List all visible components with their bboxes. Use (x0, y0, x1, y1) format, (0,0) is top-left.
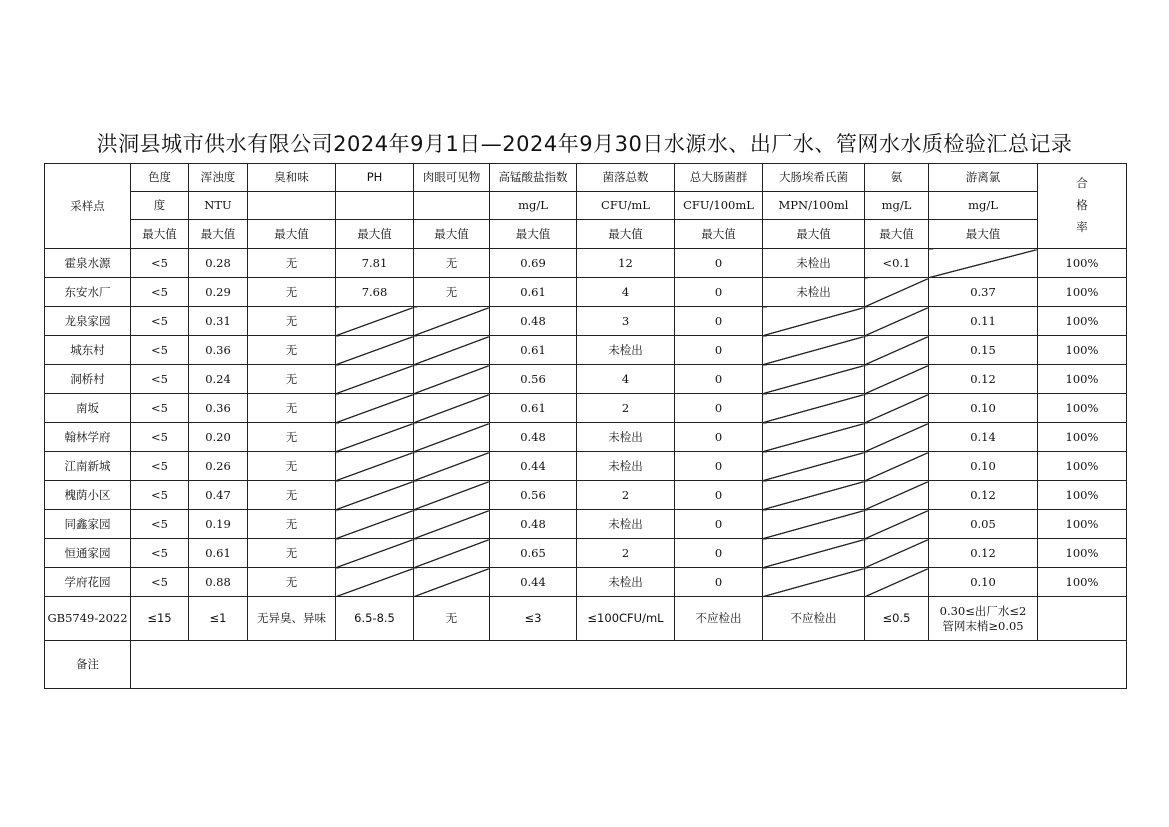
value-cell: 0.65 (490, 539, 577, 568)
slash-cell (414, 539, 490, 568)
value-cell: 0.36 (189, 336, 248, 365)
header-col-unit: 度 (131, 192, 189, 220)
slash-cell (763, 510, 865, 539)
slash-cell (763, 365, 865, 394)
sample-site-cell: 洞桥村 (45, 365, 131, 394)
sample-site-cell: 恒通家园 (45, 539, 131, 568)
header-col-name: 浑浊度 (189, 164, 248, 192)
value-cell: 7.68 (336, 278, 414, 307)
value-cell: 0.61 (490, 394, 577, 423)
qualified-rate-cell: 100% (1038, 423, 1127, 452)
header-col-unit: CFU/mL (577, 192, 675, 220)
standard-value-cell: 不应检出 (675, 597, 763, 641)
slash-cell (865, 510, 929, 539)
slash-cell (336, 307, 414, 336)
header-col-name: 高锰酸盐指数 (490, 164, 577, 192)
header-qualified-rate (1038, 164, 1127, 249)
value-cell: 未检出 (577, 452, 675, 481)
slash-cell (763, 423, 865, 452)
value-cell: <5 (131, 336, 189, 365)
remarks-content (131, 641, 1127, 689)
value-cell: 0.28 (189, 249, 248, 278)
value-cell: 无 (248, 336, 336, 365)
value-cell: 4 (577, 365, 675, 394)
value-cell: 无 (248, 307, 336, 336)
slash-cell (336, 481, 414, 510)
value-cell: 0.48 (490, 423, 577, 452)
value-cell: <5 (131, 249, 189, 278)
qualified-rate-char: 格 (1076, 198, 1088, 213)
value-cell: 3 (577, 307, 675, 336)
value-cell: 12 (577, 249, 675, 278)
slash-cell (414, 568, 490, 597)
value-cell: 无 (414, 278, 490, 307)
value-cell: 0.48 (490, 510, 577, 539)
value-cell: 0.10 (929, 568, 1038, 597)
value-cell: 2 (577, 481, 675, 510)
value-cell: 无 (248, 278, 336, 307)
qualified-rate-cell: 100% (1038, 249, 1127, 278)
qualified-rate-cell: 100% (1038, 568, 1127, 597)
value-cell: 无 (248, 394, 336, 423)
value-cell: 0 (675, 249, 763, 278)
slash-cell (763, 336, 865, 365)
slash-cell (929, 249, 1038, 278)
value-cell: <5 (131, 539, 189, 568)
table-row (45, 539, 1127, 568)
value-cell: 2 (577, 394, 675, 423)
standard-value-cell: 无异臭、异味 (248, 597, 336, 641)
value-cell: 0 (675, 452, 763, 481)
slash-cell (865, 394, 929, 423)
value-cell: 0.56 (490, 365, 577, 394)
standard-row (45, 597, 1127, 641)
value-cell: 0.37 (929, 278, 1038, 307)
value-cell: 0 (675, 481, 763, 510)
slash-cell (865, 452, 929, 481)
qualified-rate-char: 合 (1076, 176, 1088, 191)
sample-site-cell: 龙泉家园 (45, 307, 131, 336)
slash-cell (865, 539, 929, 568)
value-cell: 无 (248, 249, 336, 278)
standard-value-cell: ≤0.5 (865, 597, 929, 641)
value-cell: 0 (675, 568, 763, 597)
value-cell: 0.61 (490, 278, 577, 307)
slash-cell (336, 394, 414, 423)
value-cell: <5 (131, 394, 189, 423)
sample-site-cell: 城东村 (45, 336, 131, 365)
value-cell: <5 (131, 365, 189, 394)
slash-cell (763, 481, 865, 510)
header-col-name: 肉眼可见物 (414, 164, 490, 192)
water-quality-table (44, 163, 1127, 689)
header-col-name: PH (336, 164, 414, 192)
value-cell: 0.44 (490, 452, 577, 481)
value-cell: 0.29 (189, 278, 248, 307)
value-cell: <0.1 (865, 249, 929, 278)
qualified-rate-cell: 100% (1038, 452, 1127, 481)
value-cell: 0.26 (189, 452, 248, 481)
table-row (45, 452, 1127, 481)
value-cell: 无 (414, 249, 490, 278)
slash-cell (763, 452, 865, 481)
header-col-stat: 最大值 (189, 220, 248, 249)
slash-cell (336, 336, 414, 365)
table-row (45, 249, 1127, 278)
header-col-stat: 最大值 (577, 220, 675, 249)
header-row-name (45, 164, 1127, 192)
table-row (45, 336, 1127, 365)
sample-site-cell: 翰林学府 (45, 423, 131, 452)
value-cell: 0 (675, 510, 763, 539)
value-cell: 0.69 (490, 249, 577, 278)
value-cell: 0 (675, 423, 763, 452)
header-col-unit: CFU/100mL (675, 192, 763, 220)
header-col-stat: 最大值 (131, 220, 189, 249)
sample-site-cell: 槐荫小区 (45, 481, 131, 510)
slash-cell (763, 394, 865, 423)
value-cell: 0.88 (189, 568, 248, 597)
value-cell: 0.12 (929, 365, 1038, 394)
qualified-rate-cell: 100% (1038, 278, 1127, 307)
value-cell: 未检出 (763, 249, 865, 278)
slash-cell (763, 539, 865, 568)
value-cell: 0.15 (929, 336, 1038, 365)
header-col-name: 色度 (131, 164, 189, 192)
header-col-unit: mg/L (490, 192, 577, 220)
value-cell: 0.05 (929, 510, 1038, 539)
slash-cell (336, 568, 414, 597)
value-cell: 7.81 (336, 249, 414, 278)
value-cell: <5 (131, 510, 189, 539)
value-cell: 未检出 (577, 568, 675, 597)
table-row (45, 307, 1127, 336)
header-col-stat: 最大值 (490, 220, 577, 249)
header-col-stat: 最大值 (763, 220, 865, 249)
slash-cell (336, 510, 414, 539)
value-cell: 无 (248, 481, 336, 510)
standard-value-cell: 不应检出 (763, 597, 865, 641)
value-cell: 0.19 (189, 510, 248, 539)
standard-value-cell: ≤100CFU/mL (577, 597, 675, 641)
value-cell: 未检出 (577, 510, 675, 539)
standard-line: 0.30≤出厂水≤2 (939, 604, 1027, 619)
standard-rate-empty (1038, 597, 1127, 641)
value-cell: 0.61 (490, 336, 577, 365)
value-cell: 0.12 (929, 539, 1038, 568)
value-cell: 0.11 (929, 307, 1038, 336)
slash-cell (414, 394, 490, 423)
header-col-stat: 最大值 (865, 220, 929, 249)
slash-cell (336, 452, 414, 481)
value-cell: <5 (131, 423, 189, 452)
slash-cell (865, 568, 929, 597)
header-col-name: 氨 (865, 164, 929, 192)
table-row (45, 278, 1127, 307)
value-cell: <5 (131, 481, 189, 510)
header-sample-point: 采样点 (45, 164, 131, 249)
standard-value-cell: ≤3 (490, 597, 577, 641)
header-col-name: 大肠埃希氏菌 (763, 164, 865, 192)
slash-cell (414, 336, 490, 365)
table-row (45, 394, 1127, 423)
header-col-unit (414, 192, 490, 220)
standard-name-cell: GB5749-2022 (45, 597, 131, 641)
value-cell: 0.14 (929, 423, 1038, 452)
header-row-stat (45, 220, 1127, 249)
header-col-unit: MPN/100ml (763, 192, 865, 220)
qualified-rate-cell: 100% (1038, 336, 1127, 365)
value-cell: 0.56 (490, 481, 577, 510)
slash-cell (414, 481, 490, 510)
slash-cell (865, 307, 929, 336)
value-cell: <5 (131, 278, 189, 307)
table-row (45, 510, 1127, 539)
standard-line: 管网末梢≥0.05 (942, 618, 1024, 633)
value-cell: 0 (675, 539, 763, 568)
value-cell: 无 (248, 365, 336, 394)
standard-value-cell: ≤1 (189, 597, 248, 641)
value-cell: 2 (577, 539, 675, 568)
header-col-unit (336, 192, 414, 220)
header-col-name: 臭和味 (248, 164, 336, 192)
header-col-stat: 最大值 (248, 220, 336, 249)
slash-cell (865, 423, 929, 452)
qualified-rate-cell: 100% (1038, 510, 1127, 539)
value-cell: 无 (248, 539, 336, 568)
remarks-row (45, 641, 1127, 689)
slash-cell (336, 539, 414, 568)
standard-free-chlorine-cell (929, 597, 1038, 641)
value-cell: 0.24 (189, 365, 248, 394)
standard-value-cell: 无 (414, 597, 490, 641)
slash-cell (414, 307, 490, 336)
value-cell: 0 (675, 365, 763, 394)
header-col-name: 总大肠菌群 (675, 164, 763, 192)
header-col-stat: 最大值 (336, 220, 414, 249)
value-cell: 0.12 (929, 481, 1038, 510)
sample-site-cell: 东安水厂 (45, 278, 131, 307)
table-row (45, 365, 1127, 394)
slash-cell (865, 336, 929, 365)
value-cell: 0.61 (189, 539, 248, 568)
value-cell: 0.10 (929, 452, 1038, 481)
slash-cell (414, 452, 490, 481)
value-cell: 4 (577, 278, 675, 307)
value-cell: 0.31 (189, 307, 248, 336)
value-cell: 0.47 (189, 481, 248, 510)
header-col-unit: NTU (189, 192, 248, 220)
value-cell: 0 (675, 336, 763, 365)
document-title: 洪洞县城市供水有限公司2024年9月1日—2024年9月30日水源水、出厂水、管网水水质检验汇总记录 (96, 132, 1073, 156)
value-cell: 0.48 (490, 307, 577, 336)
sample-site-cell: 学府花园 (45, 568, 131, 597)
remarks-label: 备注 (45, 641, 131, 689)
qualified-rate-cell: 100% (1038, 394, 1127, 423)
slash-cell (865, 365, 929, 394)
value-cell: <5 (131, 452, 189, 481)
standard-value-cell: ≤15 (131, 597, 189, 641)
slash-cell (865, 278, 929, 307)
value-cell: 无 (248, 452, 336, 481)
slash-cell (336, 365, 414, 394)
value-cell: 无 (248, 423, 336, 452)
value-cell: 0.20 (189, 423, 248, 452)
table-row (45, 568, 1127, 597)
value-cell: 无 (248, 510, 336, 539)
slash-cell (414, 510, 490, 539)
slash-cell (336, 423, 414, 452)
header-row-unit (45, 192, 1127, 220)
header-col-stat: 最大值 (414, 220, 490, 249)
qualified-rate-cell: 100% (1038, 365, 1127, 394)
qualified-rate-cell: 100% (1038, 539, 1127, 568)
header-col-stat: 最大值 (675, 220, 763, 249)
sample-site-cell: 江南新城 (45, 452, 131, 481)
value-cell: 0 (675, 278, 763, 307)
value-cell: 无 (248, 568, 336, 597)
table-body (45, 164, 1127, 689)
value-cell: 0.10 (929, 394, 1038, 423)
slash-cell (763, 307, 865, 336)
value-cell: 0 (675, 307, 763, 336)
sample-site-cell: 南坂 (45, 394, 131, 423)
value-cell: <5 (131, 307, 189, 336)
header-col-name: 菌落总数 (577, 164, 675, 192)
qualified-rate-cell: 100% (1038, 307, 1127, 336)
slash-cell (414, 423, 490, 452)
header-col-unit: mg/L (865, 192, 929, 220)
value-cell: 0.44 (490, 568, 577, 597)
value-cell: 0.36 (189, 394, 248, 423)
standard-value-cell: 6.5-8.5 (336, 597, 414, 641)
header-col-unit: mg/L (929, 192, 1038, 220)
qualified-rate-char: 率 (1076, 219, 1088, 234)
slash-cell (414, 365, 490, 394)
header-col-unit (248, 192, 336, 220)
slash-cell (763, 568, 865, 597)
slash-cell (865, 481, 929, 510)
value-cell: 未检出 (577, 336, 675, 365)
table-row (45, 423, 1127, 452)
header-col-name: 游离氯 (929, 164, 1038, 192)
table-row (45, 481, 1127, 510)
value-cell: 0 (675, 394, 763, 423)
header-col-stat: 最大值 (929, 220, 1038, 249)
qualified-rate-cell: 100% (1038, 481, 1127, 510)
value-cell: 未检出 (577, 423, 675, 452)
sample-site-cell: 同鑫家园 (45, 510, 131, 539)
value-cell: 未检出 (763, 278, 865, 307)
sample-site-cell: 霍泉水源 (45, 249, 131, 278)
value-cell: <5 (131, 568, 189, 597)
